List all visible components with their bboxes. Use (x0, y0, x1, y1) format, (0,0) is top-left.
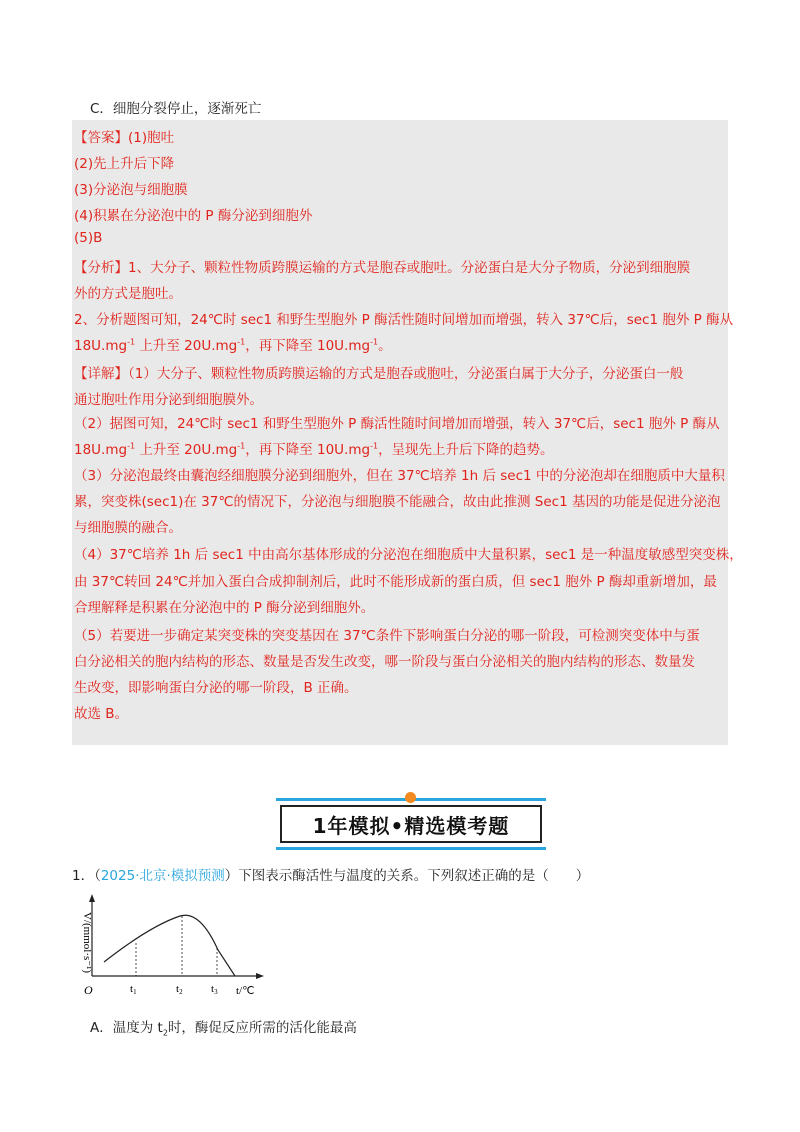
answer-line-1: 【答案】(1)胞吐 (74, 130, 175, 146)
detail-line-2: 通过胞吐作用分泌到细胞膜外。 (74, 392, 263, 408)
origin-label: O (84, 983, 93, 997)
detail-line-7: 与细胞膜的融合。 (74, 520, 182, 536)
detail-line-11: （5）若要进一步确定某突变株的突变基因在 37℃条件下影响蛋白分泌的哪一阶段，可检测突变体中与蛋 (74, 628, 700, 644)
section-title: 1年模拟•精选模考题 (280, 805, 542, 843)
answer-line-2: (2)先上升后下降 (74, 156, 175, 172)
detail-line-12: 白分泌相关的胞内结构的形态、数量是否发生改变，哪一阶段与蛋白分泌相关的胞内结构的形态、数量发 (74, 654, 695, 670)
answer-line-4: (4)积累在分泌泡中的 P 酶分泌到细胞外 (74, 208, 313, 224)
detail-line-4: $18U.mg^{-1}$ 上升至 $20U.mg^{-1}$，再下降至 $10U.mg^{-1}$，呈现先上升后下降的趋势。 (74, 441, 554, 458)
t3-label: t3 (211, 983, 218, 996)
question-1: 1．（2025·北京·模拟预测）下图表示酶活性与温度的关系。下列叙述正确的是（ ） (72, 868, 590, 884)
y-axis-label: V/(mmol·s⁻¹) (81, 912, 93, 974)
detail-line-1: 【详解】（1）大分子、颗粒性物质跨膜运输的方式是胞吞或胞吐，分泌蛋白属于大分子，分泌蛋白一般 (74, 366, 684, 382)
y-axis-arrow (89, 894, 95, 902)
option-c: C．细胞分裂停止，逐渐死亡 (90, 101, 262, 117)
answer-line-5: (5)B (74, 230, 103, 246)
analysis-line-4: $18U.mg^{-1}$ 上升至 $20U.mg^{-1}$，再下降至 $10U.mg^{-1}$。 (74, 337, 392, 354)
analysis-line-3: 2、分析题图可知，24℃时 sec1 和野生型胞外 P 酶活性随时间增加而增强，转入 37℃后，sec1 胞外 P 酶从 (74, 312, 734, 328)
detail-line-5: （3）分泌泡最终由囊泡经细胞膜分泌到细胞外，但在 37℃培养 1h 后 sec1 中的分泌泡却在细胞质中大量积 (74, 468, 725, 484)
detail-conclusion: 故选 B。 (74, 706, 129, 722)
detail-line-6: 累，突变株(sec1)在 37℃的情况下，分泌泡与细胞膜不能融合，故由此推测 Sec1 基因的功能是促进分泌泡 (74, 494, 721, 510)
t2-label: t2 (176, 983, 183, 996)
t1-label: t1 (130, 983, 137, 996)
detail-line-10: 合理解释是积累在分泌泡中的 P 酶分泌到细胞外。 (74, 600, 375, 616)
option-a: A．温度为 $t_2$时，酶促反应所需的活化能最高 (90, 1020, 357, 1038)
detail-line-3: （2）据图可知，24℃时 sec1 和野生型胞外 P 酶活性随时间增加而增强，转入 37℃后，sec1 胞外 P 酶从 (74, 416, 720, 432)
x-axis-label: t/℃ (236, 985, 255, 997)
question-source: 2025·北京·模拟预测 (100, 868, 225, 884)
enzyme-activity-graph (70, 890, 270, 1010)
section-title-box (276, 798, 546, 850)
detail-line-9: 由 37℃转回 24℃并加入蛋白合成抑制剂后，此时不能形成新的蛋白质，但 sec1 胞外 P 酶却重新增加，最 (74, 574, 717, 590)
activity-curve (104, 915, 235, 976)
x-axis-arrow (256, 973, 264, 979)
analysis-line-2: 外的方式是胞吐。 (74, 286, 182, 302)
answer-line-3: (3)分泌泡与细胞膜 (74, 182, 188, 198)
detail-line-13: 生改变，即影响蛋白分泌的哪一阶段，B 正确。 (74, 680, 358, 696)
detail-line-8: （4）37℃培养 1h 后 sec1 中由高尔基体形成的分泌泡在细胞质中大量积累，sec1 是一种温度敏感型突变株， (74, 547, 743, 563)
decorative-dot (405, 792, 416, 803)
analysis-line-1: 【分析】1、大分子、颗粒性物质跨膜运输的方式是胞吞或胞吐。分泌蛋白是大分子物质，分泌到细胞膜 (74, 260, 691, 276)
